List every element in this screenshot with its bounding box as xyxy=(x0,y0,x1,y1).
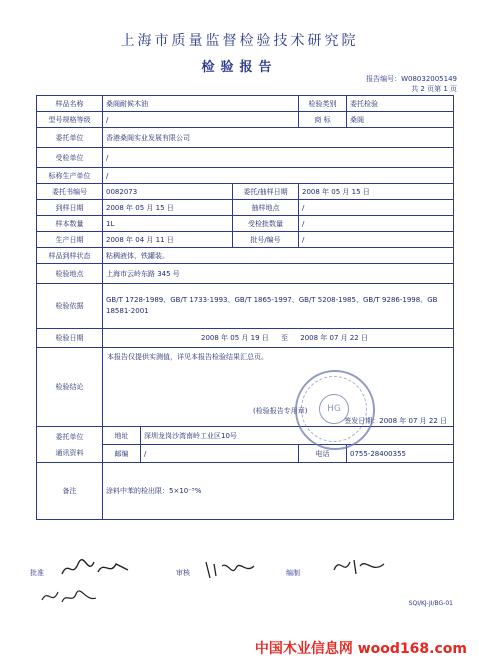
test-site-label: 检验地点 xyxy=(37,264,103,284)
seal-emblem: HG xyxy=(319,394,349,424)
prepare-signature xyxy=(330,554,390,578)
sample-name-value: 桑阁耐候木油 xyxy=(103,96,299,112)
test-basis-value: GB/T 1728-1989、GB/T 1733-1993、GB/T 1865-1997、GB/T 5208-1985、GB/T 9286-1998、GB 18581-2001 xyxy=(103,284,454,329)
approve-signature xyxy=(58,556,136,580)
sampling-site-value: / xyxy=(299,200,454,216)
inspected-unit-label: 受检单位 xyxy=(37,148,103,168)
arrival-date-label: 到样日期 xyxy=(37,200,103,216)
inspection-type-label: 检验类别 xyxy=(299,96,347,112)
test-date-to-word: 至 xyxy=(281,334,288,342)
prepare-label: 编制 xyxy=(286,569,300,577)
test-date-from: 2008 年 05 月 19 日 xyxy=(201,334,269,342)
lot-qty-label: 受检批数量 xyxy=(233,216,299,232)
table-row xyxy=(37,284,454,329)
table-row xyxy=(37,216,454,232)
model-spec-label: 型号规格等级 xyxy=(37,112,103,128)
table-row xyxy=(37,348,454,427)
table-row xyxy=(37,184,454,200)
address-value: 深圳龙岗沙湾南岭工业区10号 xyxy=(141,427,454,445)
inspected-unit-value: / xyxy=(103,148,454,168)
manufacturer-value: / xyxy=(103,168,454,184)
test-date-label: 检验日期 xyxy=(37,329,103,348)
test-date-value xyxy=(103,329,454,348)
entrust-date-label: 委托/抽样日期 xyxy=(233,184,299,200)
sampling-site-label: 抽样地点 xyxy=(233,200,299,216)
model-spec-value: / xyxy=(103,112,299,128)
trademark-label: 商 标 xyxy=(299,112,347,128)
table-row xyxy=(37,148,454,168)
zip-value: / xyxy=(141,445,299,463)
tel-label: 电话 xyxy=(299,445,347,463)
client-info-label xyxy=(37,427,103,463)
client-label: 委托单位 xyxy=(37,128,103,148)
institute-name: 上海市质量监督检验技术研究院 xyxy=(120,33,359,49)
table-row xyxy=(37,128,454,148)
sign-date: 签发日期：2008 年 07 月 22 日 xyxy=(344,417,448,425)
table-row xyxy=(37,463,454,520)
sample-name-label: 样品名称 xyxy=(37,96,103,112)
report-number: 报告编号：W08032005149 xyxy=(366,75,457,83)
table-row xyxy=(37,112,454,128)
lot-qty-value: / xyxy=(299,216,454,232)
document-title: 检验报告 xyxy=(201,60,278,75)
page-info: 共 2 页第 1 页 xyxy=(411,85,457,93)
entrust-no-value: 0082073 xyxy=(103,184,233,200)
inspection-table xyxy=(36,95,454,520)
production-date-value: 2008 年 04 月 11 日 xyxy=(103,232,233,248)
conclusion-text: 本报告仅提供实测值，详见本报告检验结果汇总页。 xyxy=(107,353,268,361)
approve-signature-2 xyxy=(40,586,100,608)
remark-label: 备注 xyxy=(37,463,103,520)
zip-label: 邮编 xyxy=(103,445,141,463)
production-date-label: 生产日期 xyxy=(37,232,103,248)
remark-value: 涂料中苯的检出限：5×10⁻⁵% xyxy=(103,463,454,520)
conclusion-cell xyxy=(103,348,454,427)
approve-label: 批准 xyxy=(30,569,44,577)
table-row xyxy=(37,96,454,112)
address-label: 地址 xyxy=(103,427,141,445)
form-code: SQI/KJ-JI/BG-01 xyxy=(408,600,453,607)
watermark-footer: 中国木业信息网 wood168.com xyxy=(254,641,467,657)
table-row xyxy=(37,200,454,216)
entrust-no-label: 委托书编号 xyxy=(37,184,103,200)
table-row xyxy=(37,329,454,348)
arrival-date-value: 2008 年 05 月 15 日 xyxy=(103,200,233,216)
official-seal xyxy=(295,370,375,450)
batch-no-value: / xyxy=(299,232,454,248)
sample-qty-label: 样本数量 xyxy=(37,216,103,232)
test-basis-label: 检验依据 xyxy=(37,284,103,329)
inspection-type-value: 委托检验 xyxy=(347,96,454,112)
stamp-label: (检验报告专用章) xyxy=(253,407,308,415)
table-row xyxy=(37,168,454,184)
table-row xyxy=(37,264,454,284)
tel-value: 0755-28400355 xyxy=(347,445,454,463)
entrust-date-value: 2008 年 05 月 15 日 xyxy=(299,184,454,200)
batch-no-label: 批号/编号 xyxy=(233,232,299,248)
test-site-value: 上海市云岭东路 345 号 xyxy=(103,264,454,284)
review-signature xyxy=(202,558,262,580)
client-value: 香港桑阁实业发展有限公司 xyxy=(103,128,454,148)
table-row xyxy=(37,232,454,248)
table-row xyxy=(37,248,454,264)
manufacturer-label: 标称生产单位 xyxy=(37,168,103,184)
sample-state-value: 粘稠液体，铁罐装。 xyxy=(103,248,454,264)
client-info-label-1: 委托单位 xyxy=(55,432,84,441)
sample-qty-value: 1L xyxy=(103,216,233,232)
client-info-label-2: 通讯资料 xyxy=(55,448,84,457)
review-label: 审核 xyxy=(176,569,190,577)
trademark-value: 桑阁 xyxy=(347,112,454,128)
sample-state-label: 样品到样状态 xyxy=(37,248,103,264)
conclusion-label: 检验结论 xyxy=(37,348,103,427)
test-date-to: 2008 年 07 月 22 日 xyxy=(300,334,368,342)
table-row xyxy=(37,427,454,445)
